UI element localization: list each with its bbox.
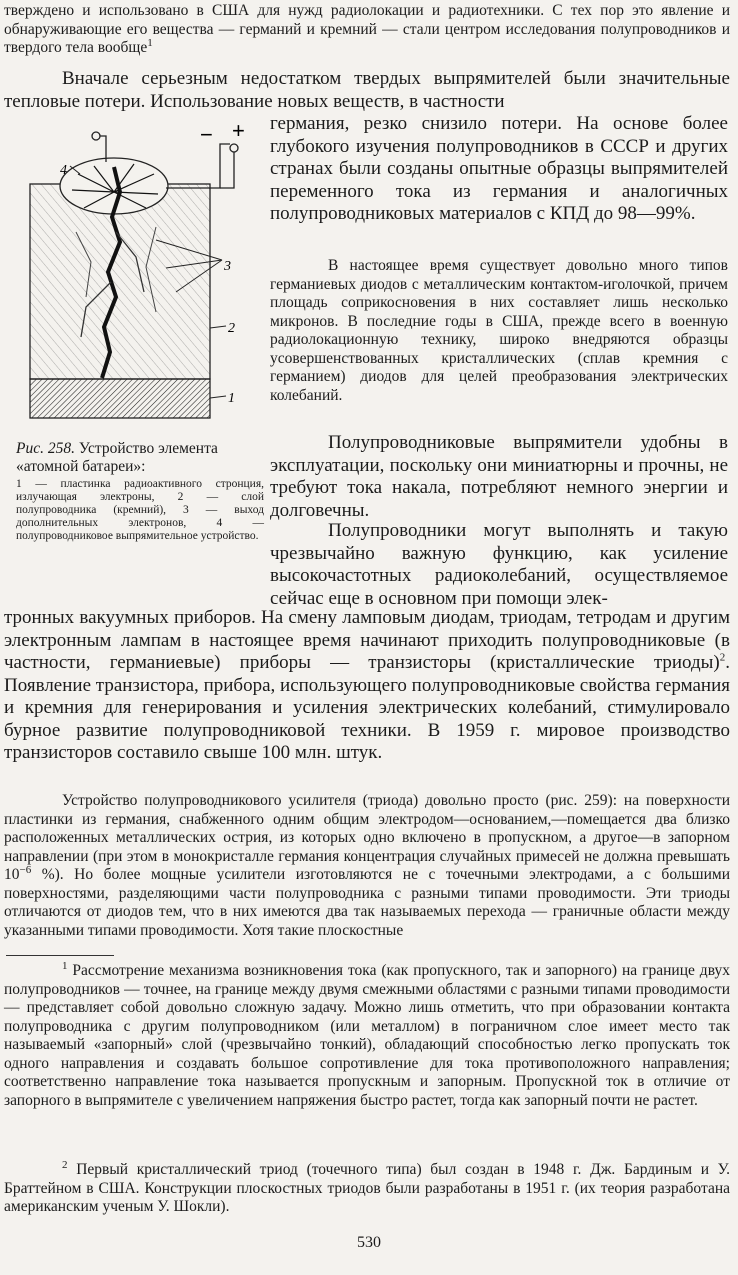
figure-caption: [16, 440, 264, 543]
terminal-plus: [230, 144, 238, 152]
atomic-battery-diagram: [16, 122, 262, 434]
terminal-minus: [92, 132, 100, 140]
label-4: 4: [60, 163, 67, 178]
paragraph-amplification-right: Полупроводники могут выполнять и такую чрезвычайно важную функцию, как усиление высокочастотных радиоколебаний, осуществляемое сейчас еще в основном при помощи элек-: [270, 520, 728, 609]
paragraph-triode-design: Устройство полупроводникового усилителя (триода) довольно просто (рис. 259): на поверхности пластинки из германия, снабженного одним общим электродом—основанием,—помещается два близко расположенных металлических острия, из которых одно включено в пропускном, а другое—в запорном направлении (при этом в монокристалле германия концентрация случайных примесей не должна превышать $10^{-6}$ %). Но более мощные усилители изготовляются не с точечными электродами, а с большими поверхностями, разделяющими части полупроводника с разными типами проводимости. Эти триоды отличаются от диодов тем, что в них имеются два так называемых перехода — граничные области между указанными типами проводимости. Хотя такие плоскостные: [4, 792, 730, 939]
minus-label: −: [200, 122, 213, 147]
caption-legend: 1 — пластинка радиоактивного стронция, излучающая электроны, 2 — слой полупроводника (кремний), 3 — выход дополнительных электронов, 4 — полупроводниковое выпрямительное устройство.: [16, 478, 264, 542]
footnote-2: $^2$ Первый кристаллический триод (точечного типа) был создан в 1948 г. Дж. Бардиным и У. Браттейном в США. Конструкции плоскостных триодов были разработаны в 1951 г. (их теория разработана американским ученым У. Шокли).: [4, 1158, 730, 1215]
label-1: 1: [228, 391, 235, 406]
footnote-divider: [6, 955, 114, 956]
paragraph-rectifiers-top: Вначале серьезным недостатком твердых выпрямителей были значительные тепловые потери. Использование новых веществ, в частности: [4, 68, 730, 112]
page-number: 530: [357, 1234, 381, 1251]
figure-258-atomic-battery: [16, 122, 262, 434]
footnote-ref-1: 1: [147, 36, 153, 49]
footnote-ref-2: 2: [719, 651, 726, 664]
paragraph-germanium-diodes: В настоящее время существует довольно много типов германиевых диодов с металлическим контактом-иголочкой, причем площадь соприкосновения в них составляет лишь несколько микронов. В последние годы в США, прежде всего в военную радиолокационную технику, широко внедряются образцы усовершенствованных кристаллических (сплав кремния с германием) диодов для целей преобразования электрических колебаний.: [270, 257, 728, 404]
strontium-plate: [30, 379, 210, 418]
plus-label: +: [232, 122, 245, 143]
intro-paragraph: тверждено и использовано в США для нужд радиолокации и радиотехники. С тех пор это явление и обнаруживающие его вещества — германий и кремний — стали центром исследования полупроводников и твердого тела вообще$^1$: [4, 2, 730, 56]
caption-title: Устройство элемента «атомной батареи»:: [16, 440, 218, 475]
footnote-1: $^1$ Рассмотрение механизма возникновения тока (как пропускного, так и запорного) на границе двух полупроводников — точнее, на границе между двумя смежными областями с разными типами проводимости — представляет собой довольно сложную задачу. Можно лишь отметить, что при образовании контакта полупроводника с другим полупроводником (или металлом) в пограничном слое имеет место так называемый «запорный» слой (чрезвычайно тонкий), обладающий способностью легко пропускать ток одного направления и создавать большое сопротивление для тока противоположного направления; соответственно направление тока называется пропускным и запорным. Пропускной ток в отличие от запорного в выпрямителе с увеличением напряжения быстро растет, тогда как запорный почти не растет.: [4, 959, 730, 1109]
label-3: 3: [224, 259, 231, 274]
paragraph-rectifiers-right: германия, резко снизило потери. На основе более глубокого изучения полупроводников в СССР и других странах были созданы опытные образцы выпрямителей переменного тока из германия и аналогичных полупроводниковых материалов с КПД до 98—99%.: [270, 113, 728, 224]
paragraph-rectifier-advantages: Полупроводниковые выпрямители удобны в эксплуатации, поскольку они миниатюрны и прочны, не требуют тока накала, потребляют немного энергии и долговечны.: [270, 432, 728, 521]
caption-prefix: Рис. 258.: [16, 440, 75, 457]
paragraph-transistors: тронных вакуумных приборов. На смену ламповым диодам, триодам, тетродам и другим электронным лампам в настоящее время начинают приходить полупроводниковые (в частности, германиевые) приборы — транзисторы (кристаллические триоды)$^2$. Появление транзистора, прибора, использующего полупроводниковые свойства германия и кремния для генерирования и усиления электрических колебаний, стимулировало бурное развитие полупроводниковой техники. В 1959 г. мировое производство транзисторов составило свыше 100 млн. штук.: [4, 607, 730, 763]
label-2: 2: [228, 321, 235, 336]
